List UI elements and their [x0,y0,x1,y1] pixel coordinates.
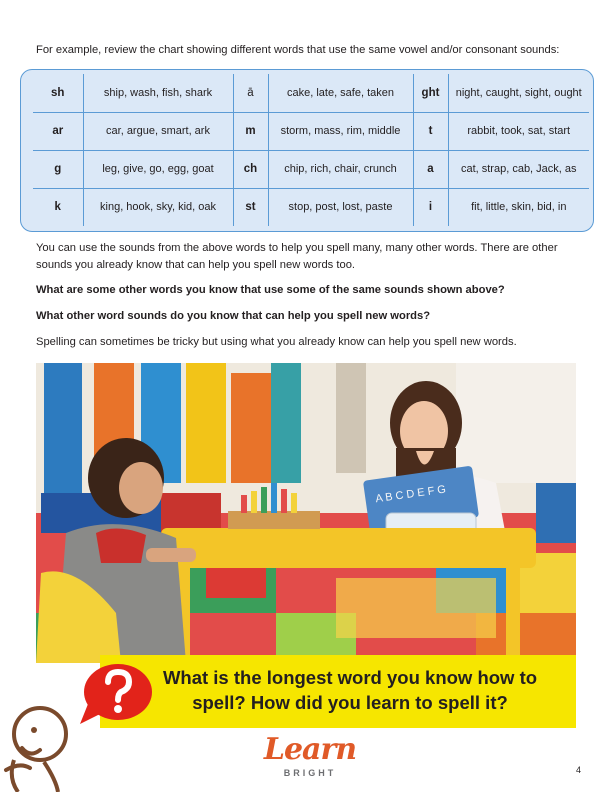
table-row [33,112,589,150]
words-cell: cat, strap, cab, Jack, as [448,150,589,188]
intro-text: For example, review the chart showing different words that use the same vowel and/or consonant sounds: [36,44,560,56]
paragraph-spelling-tricky: Spelling can sometimes be tricky but using what you already know can help you spell new words. [36,336,517,348]
question-other-words: What are some other words you know that use some of the same sounds shown above? [36,284,505,296]
words-cell: car, argue, smart, ark [83,112,233,150]
words-cell: night, caught, sight, ought [448,74,589,112]
logo-wordmark: Learn [263,732,357,767]
words-cell: ship, wash, fish, shark [83,74,233,112]
sound-cell: a [413,150,448,188]
paragraph-sounds: You can use the sounds from the above words to help you spell many, many other words. There are other sounds you already know that can help you spell new words too. [36,242,558,271]
words-cell: chip, rich, chair, crunch [268,150,413,188]
sound-cell: t [413,112,448,150]
sound-cell: st [233,188,268,226]
classroom-photo [36,363,576,663]
question-mark-icon [78,660,156,726]
sound-cell: sh [33,74,83,112]
prompt-banner [100,655,576,728]
words-cell: king, hook, sky, kid, oak [83,188,233,226]
words-cell: leg, give, go, egg, goat [83,150,233,188]
words-cell: cake, late, safe, taken [268,74,413,112]
learn-bright-logo [255,726,365,782]
words-cell: fit, little, skin, bid, in [471,201,567,214]
prompt-question: What is the longest word you know how to spell? How did you learn to spell it? [162,667,538,713]
sound-chart-table [33,74,589,226]
page-number: 4 [576,765,582,775]
sound-cell: ght [413,74,448,112]
stencil-letters: A B C D E F G [374,483,447,506]
thinking-mascot [0,700,80,792]
sound-cell: g [33,150,83,188]
classroom-illustration [36,363,576,663]
table-row [33,74,589,112]
sound-cell: k [33,188,83,226]
words-cell: rabbit, took, sat, start [448,112,589,150]
table-row [33,188,589,226]
question-word-sounds: What other word sounds do you know that can help you spell new words? [36,310,431,322]
sound-cell: ar [33,112,83,150]
words-cell: storm, mass, rim, middle [268,112,413,150]
logo-subtext: BRIGHT [283,768,337,778]
sound-cell: ch [233,150,268,188]
sound-cell: ā [233,74,268,112]
sound-chart [20,69,594,232]
table-row [33,150,589,188]
sound-cell: m [233,112,268,150]
sound-cell: i [413,188,448,226]
words-cell: stop, post, lost, paste [268,188,413,226]
